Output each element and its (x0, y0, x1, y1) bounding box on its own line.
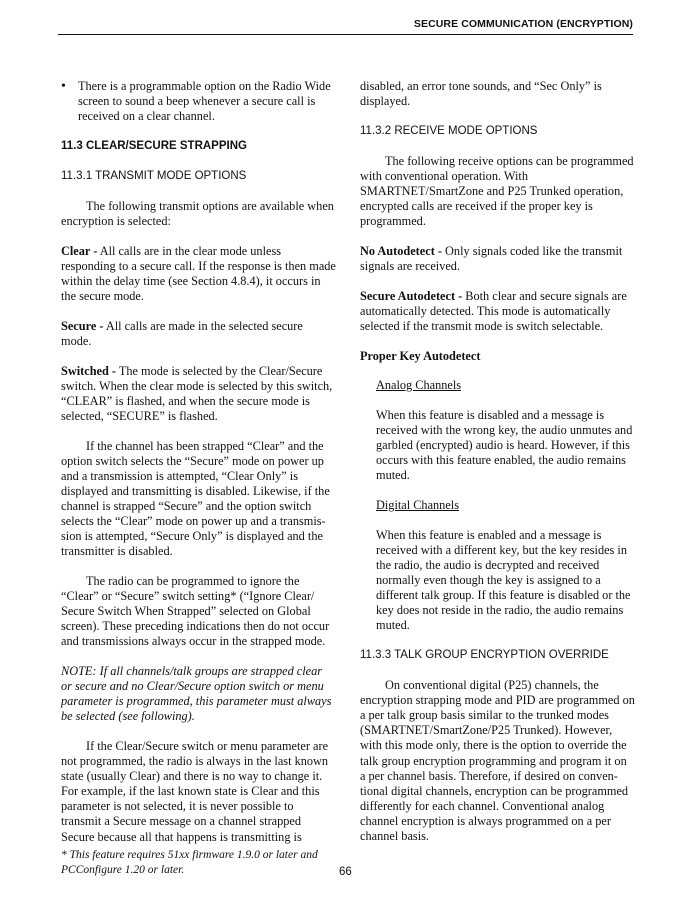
section-heading-11-3-1: 11.3.1 TRANSMIT MODE OPTIONS (61, 169, 247, 182)
secure-autodetect-option: Secure Autodetect - Both clear and secure signals are automatically detected. This mode is automatically selected if the transmit mode is switch selectable. (360, 288, 627, 333)
bullet-item: • There is a programmable option on the Radio Wide screen to sound a beep whenever a secure call is received on a clear channel. (61, 79, 331, 124)
last-state-paragraph: If the Clear/Secure switch or menu parameter are not programmed, the radio is always in the last known state (usually Clear) and there is no way to change it. For example, if the last known state is Clear and this parameter is not selected, it is never possible to transmit a Secure message on a channel strapped Secure because all that happens is transmitting is (61, 738, 329, 844)
switched-option: Switched - The mode is selected by the Clear/Secure switch. When the clear mode is selected by this switch, “CLEAR” is flashed, and when the secure mode is selected, “SECURE” is flashed. (61, 363, 333, 423)
digital-heading: Digital Channels (376, 498, 459, 513)
footnote: * This feature requires 51xx firmware 1.9.0 or later and PCConfigure 1.20 or later. (61, 849, 318, 876)
section-heading-11-3-3: 11.3.3 TALK GROUP ENCRYPTION OVERRIDE (360, 648, 609, 661)
analog-heading: Analog Channels (376, 378, 462, 393)
digital-text: When this feature is enabled and a message is received with a different key, but the key resides in the radio, the audio is decrypted and received normally even though the key is assigned to a different talk group. If this feature is disabled or the key does not reside in the radio, the audio remains muted. (376, 527, 631, 633)
secure-autodetect-term: Secure Autodetect - (360, 288, 463, 303)
continued-paragraph: disabled, an error tone sounds, and “Sec Only” is displayed. (360, 79, 602, 109)
page-header (58, 12, 633, 35)
note-paragraph: NOTE: If all channels/talk groups are strapped clear or secure and no Clear/Secure option switch or menu parameter is programmed, this parameter must always be selected (see following). (61, 663, 332, 724)
section-heading-11-3: 11.3 CLEAR/SECURE STRAPPING (61, 139, 247, 152)
switched-term: Switched - (61, 363, 116, 378)
secure-term: Secure - (61, 318, 104, 333)
section-heading-11-3-2: 11.3.2 RECEIVE MODE OPTIONS (360, 124, 538, 137)
no-autodetect-term: No Autodetect - (360, 243, 442, 258)
proper-key-heading: Proper Key Autodetect (360, 348, 481, 363)
no-autodetect-option: No Autodetect - Only signals coded like the transmit signals are received. (360, 243, 623, 274)
page-number: 66 (339, 866, 352, 878)
header-title: SECURE COMMUNICATION (ENCRYPTION) (413, 18, 633, 30)
override-paragraph: On conventional digital (P25) channels, the encryption strapping mode and PID are programmed on a per talk group basis similar to the trunked modes (SMARTNET/SmartZone/P25 Trunked). However, with this mode only, there is the option to override the talk group encryption programming and program it on a per channel basis. Therefore, if desired on conven-tional digital channels, encryption can be programmed differently for each channel. Conventional analog channel encryption is always programmed on a per channel basis. (360, 678, 635, 843)
transmit-intro: The following transmit options are available when encryption is selected: (61, 199, 334, 229)
ignore-paragraph: The radio can be programmed to ignore the “Clear” or “Secure” switch setting* (“Ignore Clear/ Secure Switch When Strapped” selected on Global screen). These preceding indications then do not occur and transmissions always occur in the strapped mode. (61, 573, 330, 649)
bullet-icon: • (61, 79, 66, 94)
right-column (360, 79, 635, 859)
clear-option: Clear - All calls are in the clear mode unless responding to a secure call. If the response is then made within the delay time (see Section 4.8.4), it occurs in the secure mode. (61, 243, 336, 304)
receive-intro: The following receive options can be programmed with conventional operation. With SMARTNET/SmartZone and P25 Trunked operation, encrypted calls are received if the proper key is programmed. (360, 153, 634, 229)
secure-option: Secure - All calls are made in the selected secure mode. (61, 318, 303, 348)
analog-text: When this feature is disabled and a message is received with the wrong key, the audio unmutes and garbled (encrypted) audio is heard. However, if this occurs with this feature enabled, the audio remains muted. (376, 407, 633, 483)
left-column (61, 79, 336, 859)
strapped-paragraph: If the channel has been strapped “Clear” and the option switch selects the “Secure” mode on power up and a transmission is attempted, “Clear Only” is displayed and transmitting is disabled. Likewise, if the channel is strapped “Secure” and the option switch selects the “Clear” mode on power up and a transmis-sion is attempted, “Secure Only” is displayed and the transmitter is disabled. (61, 438, 330, 559)
clear-term: Clear - (61, 243, 98, 258)
